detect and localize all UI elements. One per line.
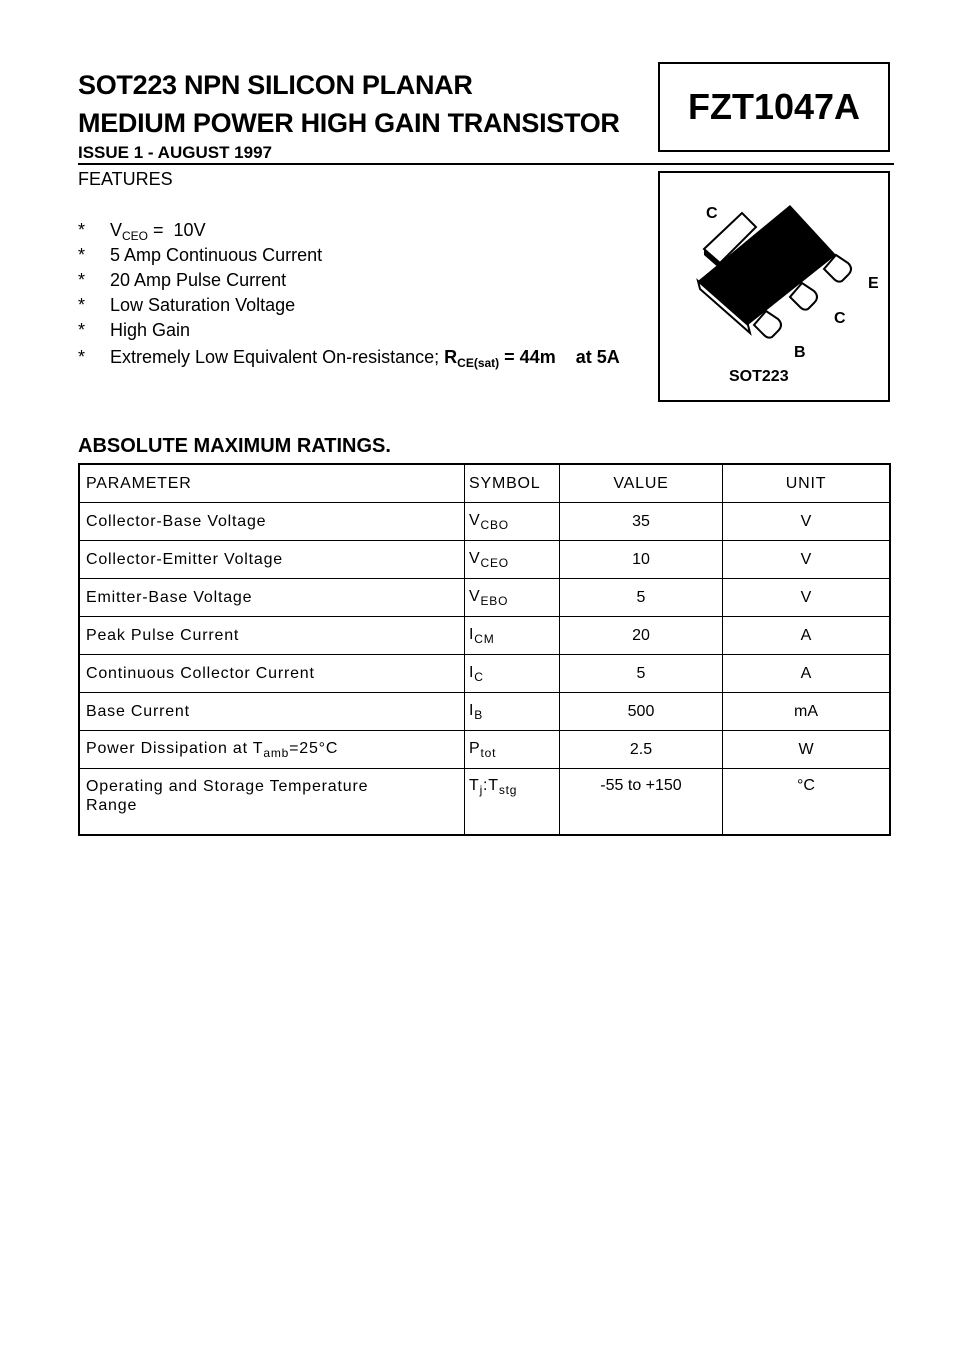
feature-item: * 20 Amp Pulse Current bbox=[78, 270, 287, 290]
unit-cell: V bbox=[723, 503, 891, 541]
sot223-package-icon bbox=[660, 173, 888, 400]
param-cell: Peak Pulse Current bbox=[79, 617, 465, 655]
features-list bbox=[78, 218, 620, 370]
pin-label-c: C bbox=[834, 310, 846, 327]
value-cell: 10 bbox=[560, 541, 723, 579]
feature-item: * Low Saturation Voltage bbox=[78, 295, 296, 315]
value-cell: 5 bbox=[560, 579, 723, 617]
table-row bbox=[79, 693, 890, 731]
unit-cell: mA bbox=[723, 693, 891, 731]
ratings-heading: ABSOLUTE MAXIMUM RATINGS. bbox=[78, 435, 391, 457]
table-row bbox=[79, 655, 890, 693]
param-cell: Continuous Collector Current bbox=[79, 655, 465, 693]
part-number-box bbox=[658, 62, 890, 152]
symbol-cell: $V_{CEO}$ bbox=[465, 541, 560, 579]
feature-item: * 5 Amp Continuous Current bbox=[78, 245, 323, 265]
value-cell: 20 bbox=[560, 617, 723, 655]
symbol-cell: $P_{tot}$ bbox=[465, 731, 560, 769]
unit-cell: °C bbox=[723, 769, 891, 836]
bullet-star: * bbox=[78, 220, 86, 240]
unit-cell: A bbox=[723, 617, 891, 655]
table-row bbox=[79, 617, 890, 655]
table-header-row bbox=[79, 464, 890, 503]
part-number: FZT1047A bbox=[687, 86, 861, 127]
param-cell: Power Dissipation at $T_{amb}=25^\circ C$ bbox=[79, 731, 465, 769]
value-cell: 500 bbox=[560, 693, 723, 731]
symbol-cell: $I_B$ bbox=[465, 693, 560, 731]
param-cell: Operating and Storage Temperature Range bbox=[79, 769, 465, 836]
table-row bbox=[79, 541, 890, 579]
value-cell: 5 bbox=[560, 655, 723, 693]
column-header: UNIT bbox=[723, 464, 891, 503]
value-cell: -55 to +150 bbox=[560, 769, 723, 836]
param-cell: Emitter-Base Voltage bbox=[79, 579, 465, 617]
feature-item-vceo: * $V_{CEO} = 10V$ bbox=[78, 220, 206, 243]
column-header: VALUE bbox=[560, 464, 723, 503]
features-heading: FEATURES bbox=[78, 169, 173, 189]
table-row bbox=[79, 731, 890, 769]
column-header: PARAMETER bbox=[79, 464, 465, 503]
title-line-2: MEDIUM POWER HIGH GAIN TRANSISTOR bbox=[78, 108, 620, 138]
unit-cell: V bbox=[723, 541, 891, 579]
pin-label-c-top: C bbox=[706, 205, 718, 222]
pin-label-e: E bbox=[868, 275, 879, 292]
unit-cell: W bbox=[723, 731, 891, 769]
symbol-cell: $I_C$ bbox=[465, 655, 560, 693]
pin-label-b: B bbox=[794, 344, 806, 361]
package-drawing-box bbox=[658, 171, 890, 402]
unit-cell: A bbox=[723, 655, 891, 693]
symbol-cell: $V_{EBO}$ bbox=[465, 579, 560, 617]
issue-date: ISSUE 1 - AUGUST 1997 bbox=[78, 143, 272, 162]
ratings-table bbox=[78, 463, 891, 836]
value-cell: 2.5 bbox=[560, 731, 723, 769]
param-cell: Base Current bbox=[79, 693, 465, 731]
feature-item: * High Gain bbox=[78, 320, 191, 340]
header-rule bbox=[78, 163, 894, 165]
unit-cell: V bbox=[723, 579, 891, 617]
symbol-cell: $T_j:T_{stg}$ bbox=[465, 769, 560, 836]
package-name: SOT223 bbox=[729, 368, 789, 385]
feature-item-rce: * Extremely Low Equivalent On-resistance; $R_{CE(sat)} = 44m$ at 5A bbox=[78, 347, 620, 370]
param-cell: Collector-Emitter Voltage bbox=[79, 541, 465, 579]
column-header: SYMBOL bbox=[465, 464, 560, 503]
document-title bbox=[78, 66, 620, 142]
value-cell: 35 bbox=[560, 503, 723, 541]
table-row bbox=[79, 579, 890, 617]
title-line-1: SOT223 NPN SILICON PLANAR bbox=[78, 70, 473, 100]
param-cell: Collector-Base Voltage bbox=[79, 503, 465, 541]
table-row bbox=[79, 503, 890, 541]
symbol-cell: $I_{CM}$ bbox=[465, 617, 560, 655]
symbol-cell: $V_{CBO}$ bbox=[465, 503, 560, 541]
table-row bbox=[79, 769, 890, 836]
